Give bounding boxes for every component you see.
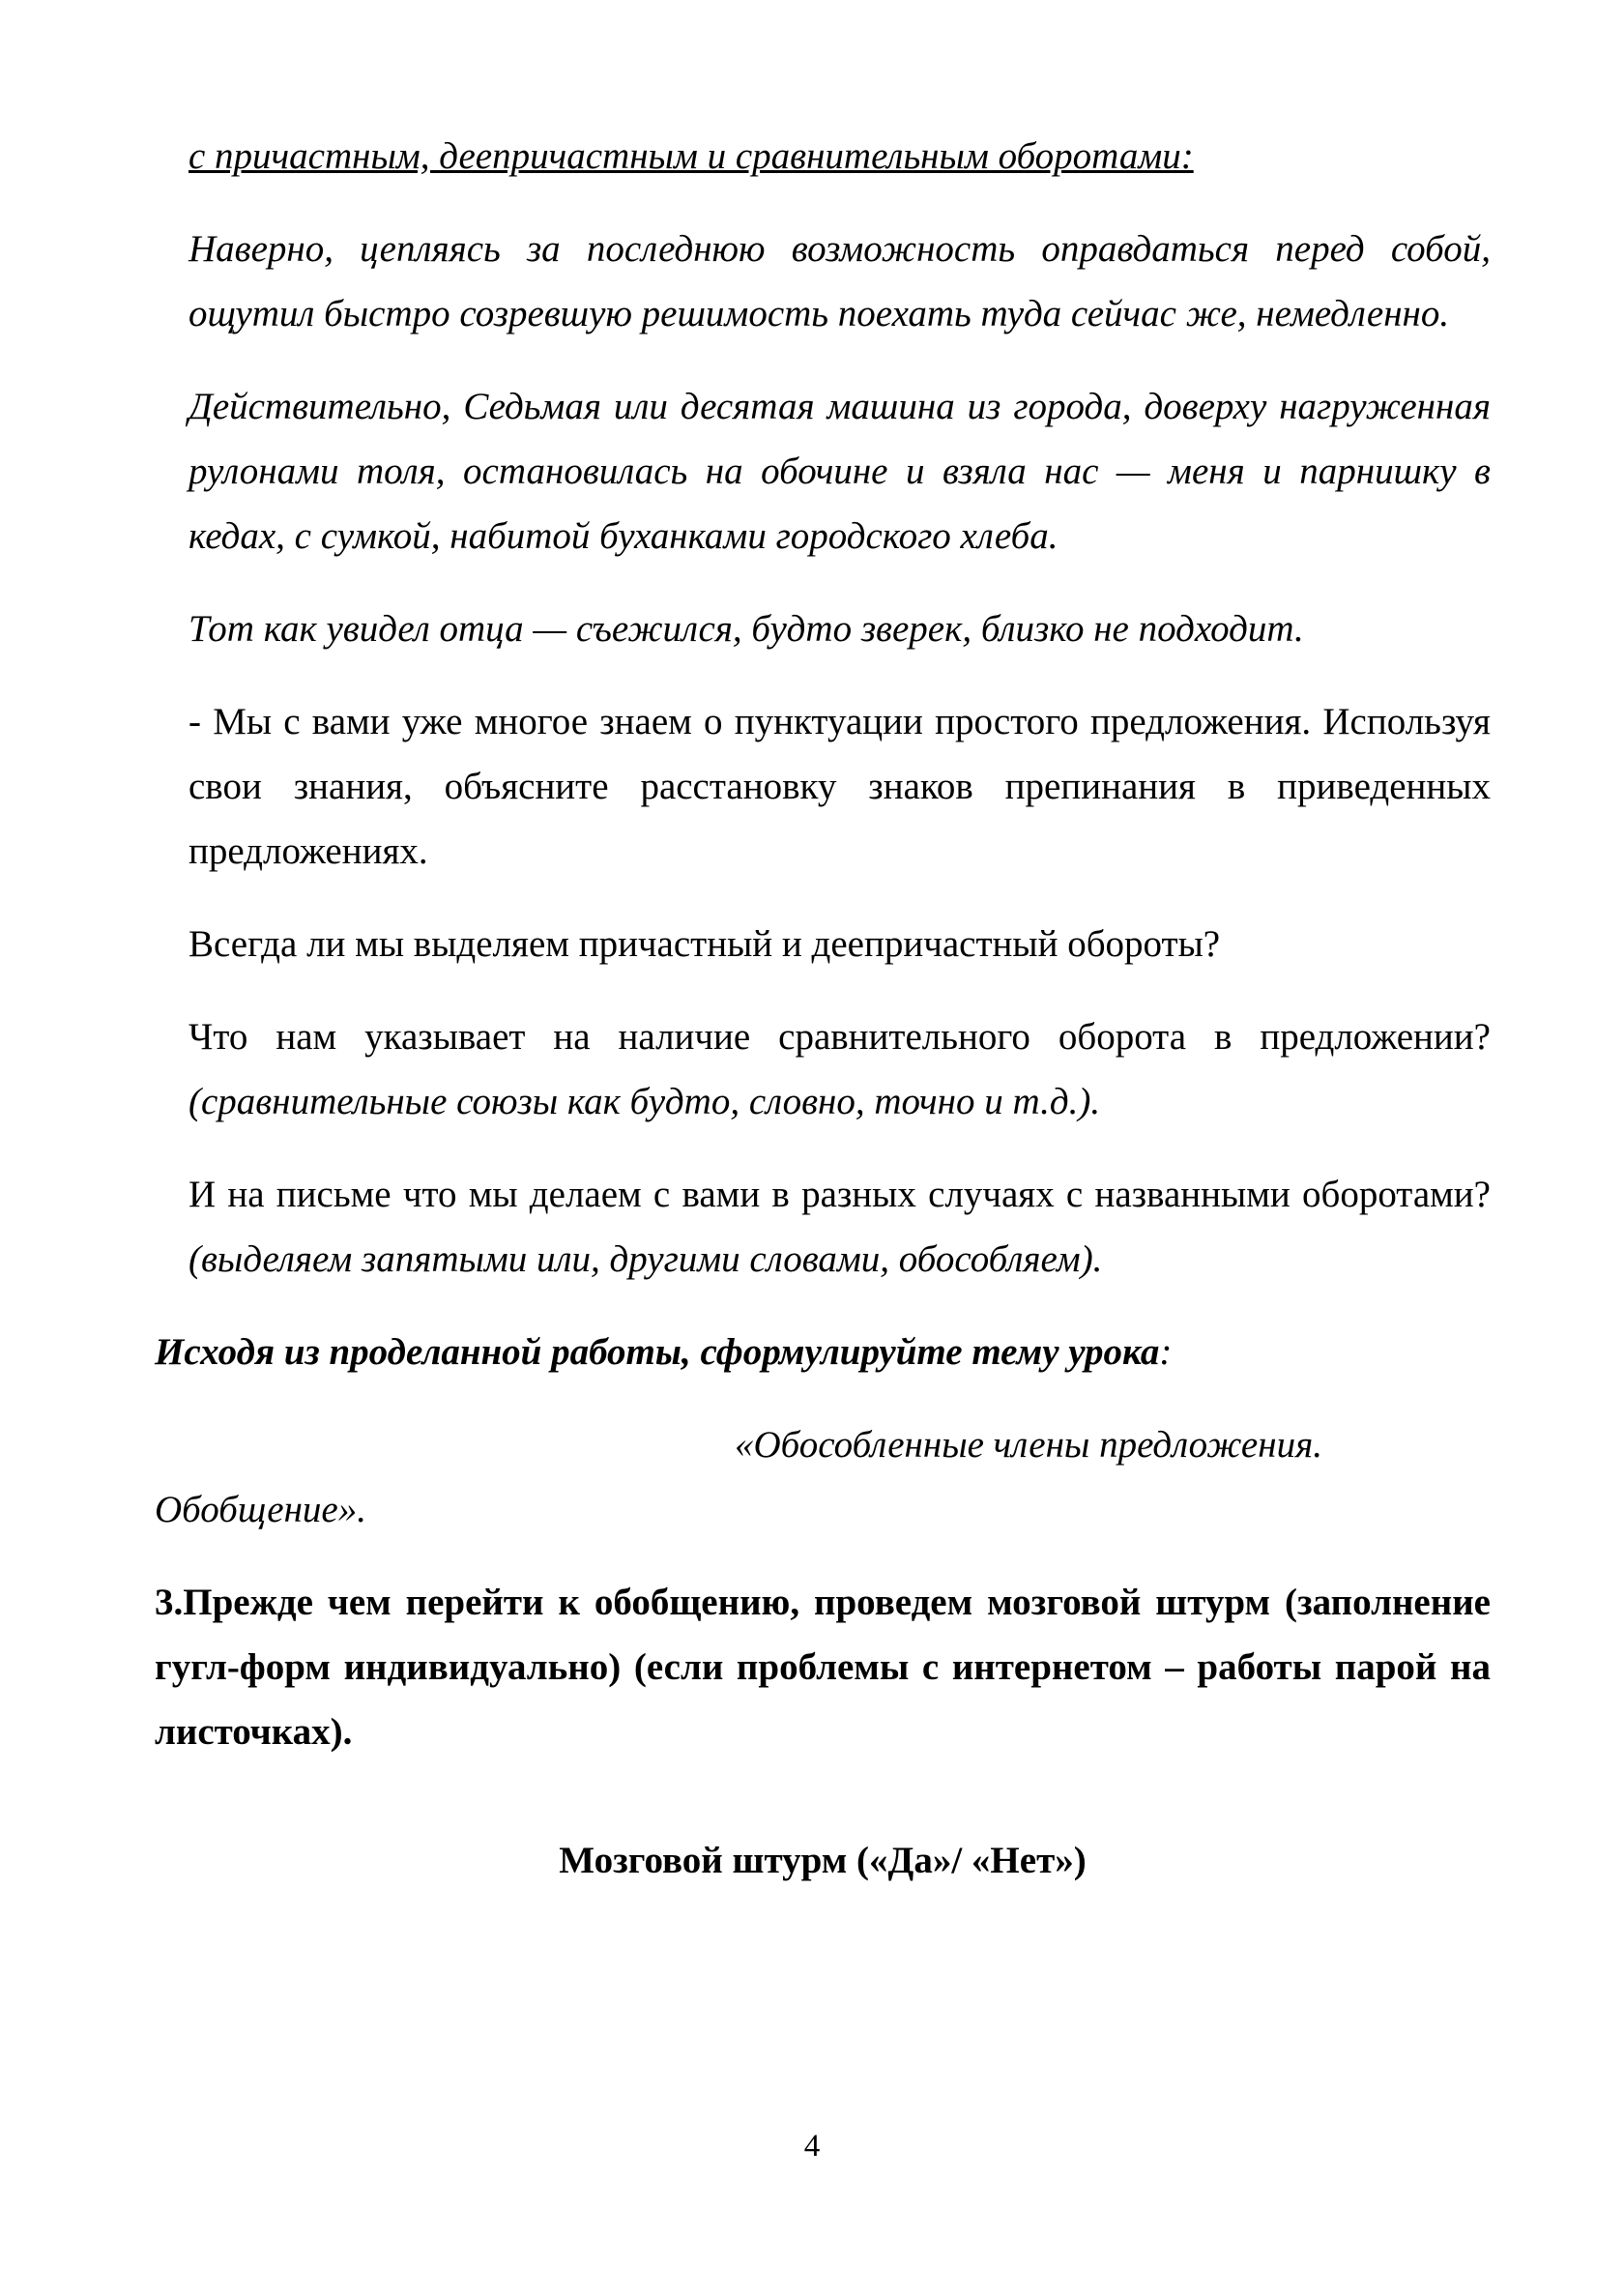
question-3 [188, 1162, 1491, 1292]
question-2 [188, 1004, 1491, 1134]
question-3-answer: (выделяем запятыми или, другими словами, обособляем). [188, 1238, 1103, 1280]
section-heading-underlined: с причастным, деепричастным и сравнительным оборотами: [188, 135, 1194, 177]
lesson-topic-line-1: «Обособленные члены предложения. [735, 1424, 1322, 1466]
teacher-remark: - Мы с вами уже многое знаем о пунктуации простого предложения. Используя свои знания, объясните расстановку знаков препинания в приведенных предложениях. [188, 701, 1491, 872]
lesson-topic [155, 1412, 1491, 1542]
example-sentence-3: Тот как увидел отца — съежился, будто зверек, близко не подходит. [188, 608, 1304, 650]
question-1: Всегда ли мы выделяем причастный и деепричастный обороты? [188, 923, 1221, 965]
example-sentence-2: Действительно, Седьмая или десятая машина из города, доверху нагруженная рулонами толя, остановилась на обочине и взяла нас — меня и парнишку в кедах, с сумкой, набитой буханками городского хлеба. [188, 386, 1491, 557]
page-number: 4 [803, 2129, 821, 2164]
lesson-topic-line-2: Обобщение». [155, 1489, 366, 1530]
step-3-instruction: 3.Прежде чем перейти к обобщению, проведем мозговой штурм (заполнение гугл-форм индивидуально) (если проблемы с интернетом – работы парой на листочках). [155, 1582, 1491, 1753]
example-sentence-1: Наверно, цепляясь за последнюю возможность оправдаться перед собой, ощутил быстро созревшую решимость поехать туда сейчас же, немедленно. [188, 228, 1491, 334]
task-heading-colon: : [1159, 1331, 1173, 1373]
task-heading-text: Исходя из проделанной работы, сформулируйте тему урока [155, 1331, 1160, 1373]
question-2-text: Что нам указывает на наличие сравнительного оборота в предложении? [188, 1016, 1491, 1058]
task-heading [155, 1320, 1491, 1384]
question-2-answer: (сравнительные союзы как будто, словно, точно и т.д.). [188, 1081, 1101, 1122]
brainstorm-heading: Мозговой штурм («Да»/ «Нет») [559, 1840, 1087, 1881]
question-3-text: И на письме что мы делаем с вами в разных случаях с названными оборотами? [188, 1174, 1491, 1215]
